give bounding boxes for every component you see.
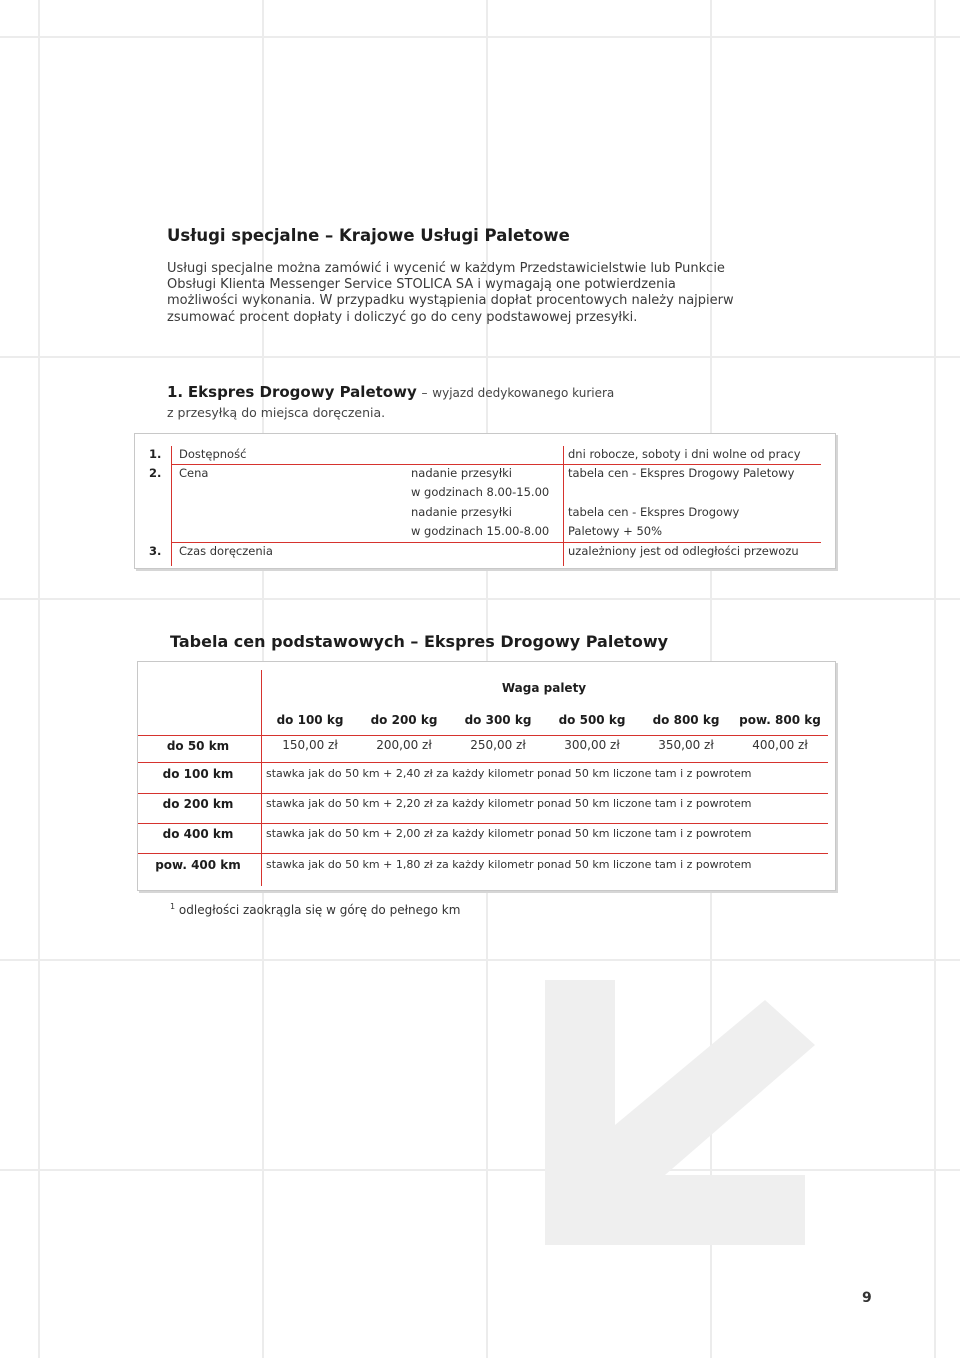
weight-column-header: do 100 kg [276, 713, 344, 727]
row-label: Cena [179, 466, 209, 480]
rate-text: stawka jak do 50 km + 2,20 zł za każdy kilometr ponad 50 km liczone tam i z powrotem [266, 797, 752, 810]
distance-label: pow. 400 km [155, 858, 241, 872]
price-cell: 150,00 zł [282, 738, 338, 752]
grid-line [0, 36, 960, 38]
table-row-line [138, 762, 828, 763]
intro-paragraph [167, 261, 797, 326]
section-name: Ekspres Drogowy Paletowy [187, 383, 417, 401]
table-row-line [171, 464, 821, 465]
intro-line: Usługi specjalne można zamówić i wycenić w każdym Przedstawicielstwie lub Punkcie [167, 261, 725, 276]
grid-line [0, 598, 960, 600]
footnote-marker: 1 [170, 902, 176, 911]
row-sub-label: nadanie przesyłki [411, 466, 512, 480]
row-sub-label: w godzinach 15.00-8.00 [411, 524, 550, 538]
row-value: dni robocze, soboty i dni wolne od pracy [568, 447, 801, 461]
table-row-line [138, 793, 828, 794]
table-row-line [171, 542, 821, 543]
grid-line [38, 0, 40, 1358]
row-number: 1. [149, 447, 162, 461]
weight-column-header: do 300 kg [464, 713, 532, 727]
weight-column-header: pow. 800 kg [739, 713, 821, 727]
distance-label: do 400 km [162, 827, 234, 841]
grid-line [0, 356, 960, 358]
rate-text: stawka jak do 50 km + 2,40 zł za każdy kilometr ponad 50 km liczone tam i z powrotem [266, 767, 752, 780]
price-table-title: Tabela cen podstawowych – Ekspres Drogowy Paletowy [170, 632, 669, 651]
section-desc-2: z przesyłką do miejsca doręczenia. [167, 405, 386, 420]
service-table [134, 433, 836, 569]
price-cell: 350,00 zł [658, 738, 714, 752]
section-desc: wyjazd dedykowanego kuriera [432, 386, 615, 400]
row-value: uzależniony jest od odległości przewozu [568, 544, 799, 558]
grid-line [934, 0, 936, 1358]
intro-line: Obsługi Klienta Messenger Service STOLICA SA i wymagają one potwierdzenia [167, 277, 676, 293]
distance-label: do 50 km [166, 739, 230, 753]
price-table [137, 661, 836, 891]
arrow-down-left-icon [505, 960, 845, 1260]
price-cell: 200,00 zł [376, 738, 432, 752]
weight-column-header: do 500 kg [558, 713, 626, 727]
row-value: Paletowy + 50% [568, 524, 662, 538]
distance-label: do 100 km [162, 767, 234, 781]
section-number: 1. [167, 383, 184, 401]
distance-label: do 200 km [162, 797, 234, 811]
rate-text: stawka jak do 50 km + 2,00 zł za każdy kilometr ponad 50 km liczone tam i z powrotem [266, 827, 752, 840]
intro-line: zsumować procent dopłaty i doliczyć go do ceny podstawowej przesyłki. [167, 309, 638, 325]
page-number: 9 [862, 1290, 872, 1306]
page-title: Usługi specjalne – Krajowe Usługi Paletowe [167, 226, 570, 245]
footnote-text: odległości zaokrągla się w górę do pełnego km [178, 903, 461, 917]
section-heading [167, 383, 767, 422]
price-cell: 400,00 zł [752, 738, 808, 752]
row-sub-label: nadanie przesyłki [411, 505, 512, 519]
intro-line: możliwości wykonania. W przypadku wystąpienia dopłat procentowych należy najpierw [167, 293, 734, 309]
row-number: 3. [149, 544, 162, 558]
table-row-line [138, 823, 828, 824]
price-cell: 300,00 zł [564, 738, 620, 752]
weight-column-header: do 800 kg [652, 713, 720, 727]
section-dash: – [421, 386, 428, 400]
row-sub-label: w godzinach 8.00-15.00 [411, 485, 550, 499]
table-row-line [138, 735, 828, 736]
price-cell: 250,00 zł [470, 738, 526, 752]
row-value: tabela cen - Ekspres Drogowy [568, 505, 740, 519]
footnote [170, 902, 460, 917]
weight-column-header: do 200 kg [370, 713, 438, 727]
weight-header: Waga palety [501, 681, 587, 695]
row-value: tabela cen - Ekspres Drogowy Paletowy [568, 466, 795, 480]
table-row-line [138, 853, 828, 854]
rate-text: stawka jak do 50 km + 1,80 zł za każdy kilometr ponad 50 km liczone tam i z powrotem [266, 858, 752, 871]
row-label: Czas doręczenia [179, 544, 273, 558]
row-label: Dostępność [179, 447, 247, 461]
row-number: 2. [149, 466, 162, 480]
